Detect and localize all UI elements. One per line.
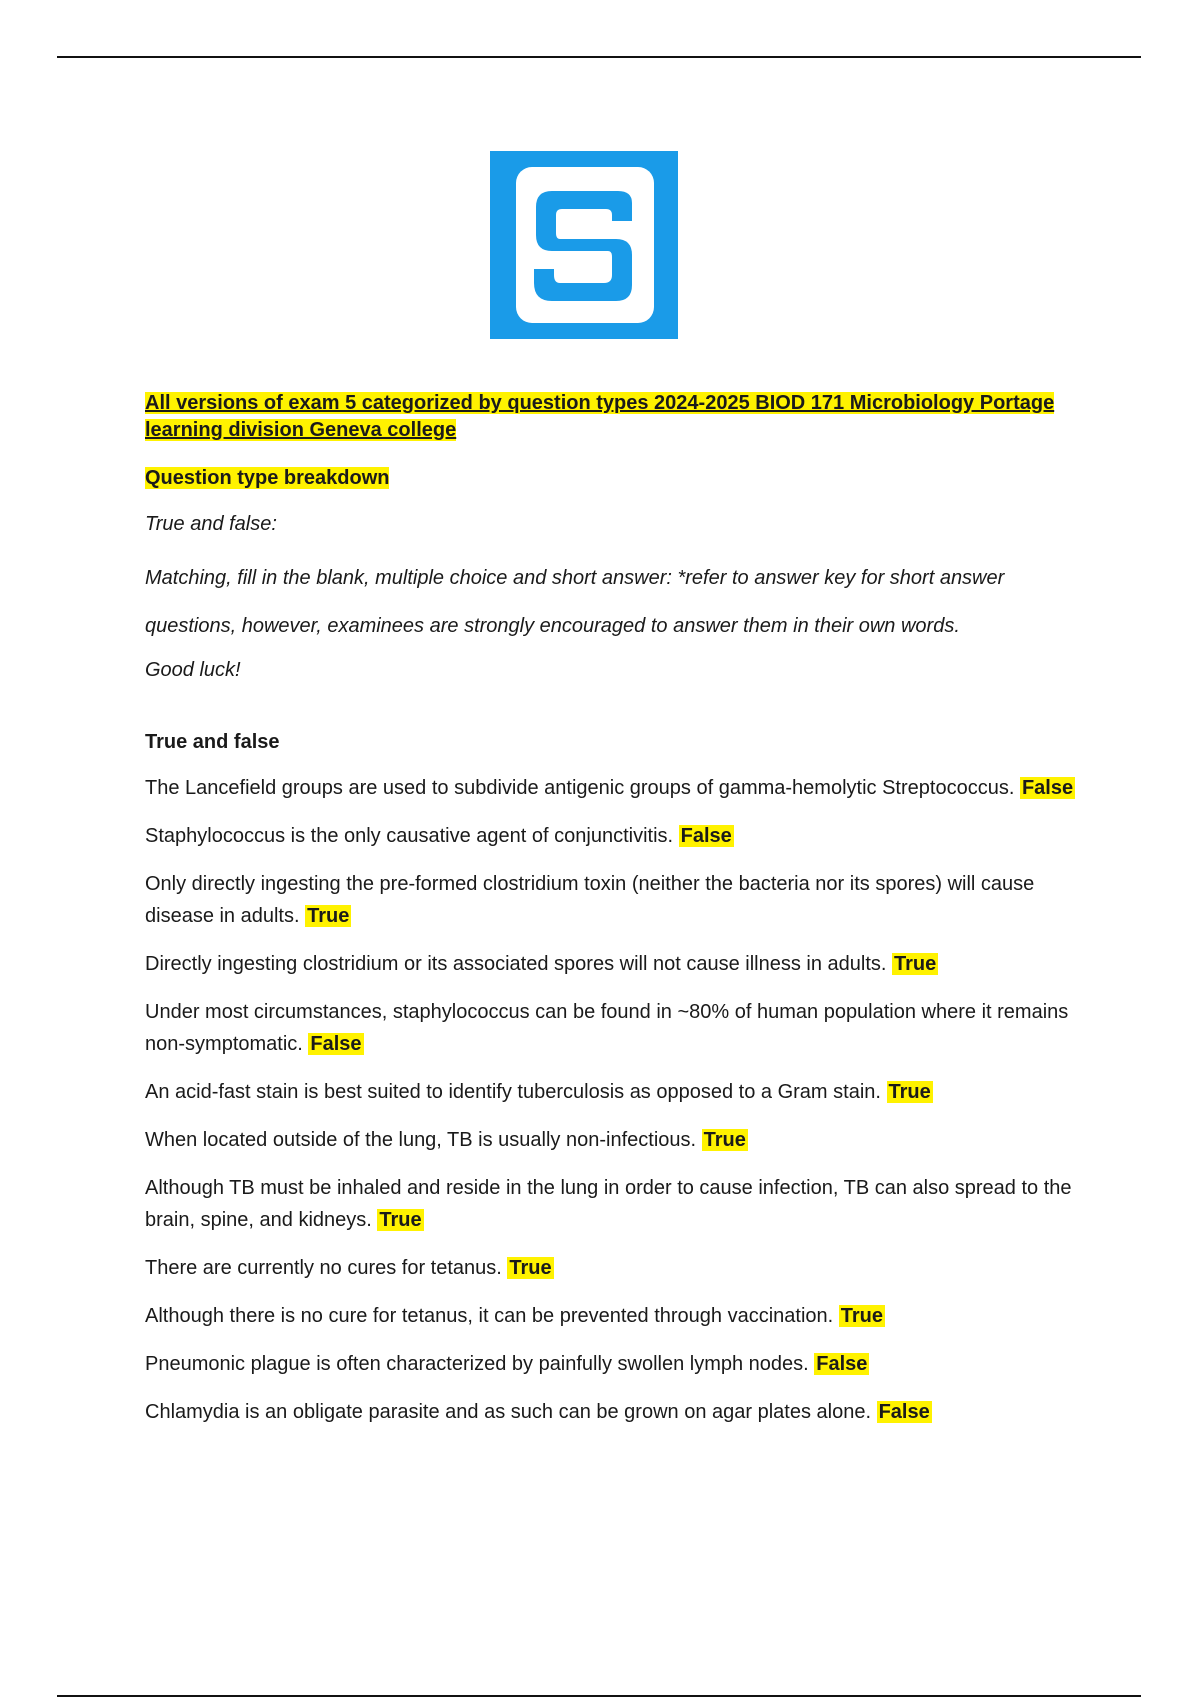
question-item	[145, 1076, 1090, 1108]
question-text: There are currently no cures for tetanus.	[145, 1257, 502, 1279]
document-body	[145, 390, 1090, 1444]
answer-badge: True	[379, 1209, 422, 1231]
answer-badge: False	[878, 1401, 930, 1423]
breakdown-line: Matching, fill in the blank, multiple choice and short answer: *refer to answer key for short answer questions, however, examinees are strongly encouraged to answer them in their own words.	[145, 567, 1005, 637]
question-text: Pneumonic plague is often characterized by painfully swollen lymph nodes.	[145, 1353, 809, 1375]
top-rule	[57, 56, 1141, 58]
question-text: Although there is no cure for tetanus, it can be prevented through vaccination.	[145, 1305, 834, 1327]
question-item	[145, 1124, 1090, 1156]
logo-s-icon	[490, 151, 678, 339]
question-item	[145, 1396, 1090, 1428]
question-item	[145, 1172, 1090, 1236]
question-item	[145, 772, 1090, 804]
question-text: Chlamydia is an obligate parasite and as such can be grown on agar plates alone.	[145, 1401, 872, 1423]
answer-badge: False	[1021, 777, 1074, 799]
answer-badge: False	[310, 1033, 362, 1055]
question-item	[145, 1252, 1090, 1284]
question-item	[145, 948, 1090, 980]
answer-badge: True	[894, 953, 937, 975]
breakdown-line: Good luck!	[145, 659, 241, 681]
question-text: Only directly ingesting the pre-formed clostridium toxin (neither the bacteria nor its spores) will cause disease in adults.	[145, 873, 1035, 927]
answer-badge: True	[888, 1081, 931, 1103]
question-text: Under most circumstances, staphylococcus can be found in ~80% of human population where it remains non-symptomatic.	[145, 1001, 1069, 1055]
answer-badge: True	[307, 905, 350, 927]
answer-badge: True	[840, 1305, 884, 1327]
answer-badge: True	[703, 1129, 746, 1151]
question-item	[145, 868, 1090, 932]
question-text: When located outside of the lung, TB is usually non-infectious.	[145, 1129, 697, 1151]
question-text: The Lancefield groups are used to subdivide antigenic groups of gamma-hemolytic Streptococcus.	[145, 777, 1015, 799]
question-item	[145, 996, 1090, 1060]
section-heading: True and false	[145, 731, 280, 753]
question-text: Although TB must be inhaled and reside in the lung in order to cause infection, TB can also spread to the brain, spine, and kidneys.	[145, 1177, 1072, 1231]
document-title: All versions of exam 5 categorized by question types 2024-2025 BIOD 171 Microbiology Portage learning division Geneva college	[145, 392, 1055, 441]
question-text: Directly ingesting clostridium or its associated spores will not cause illness in adults.	[145, 953, 887, 975]
question-item	[145, 820, 1090, 852]
question-text: Staphylococcus is the only causative agent of conjunctivitis.	[145, 825, 674, 847]
question-item	[145, 1300, 1090, 1332]
answer-badge: True	[509, 1257, 552, 1279]
question-item	[145, 1348, 1090, 1380]
answer-badge: False	[680, 825, 732, 847]
breakdown-line: True and false:	[145, 513, 277, 535]
breakdown-heading: Question type breakdown	[145, 467, 390, 489]
question-list	[145, 772, 1090, 1428]
bottom-rule	[57, 1695, 1141, 1697]
question-text: An acid-fast stain is best suited to identify tuberculosis as opposed to a Gram stain.	[145, 1081, 881, 1103]
logo	[490, 151, 678, 339]
answer-badge: False	[816, 1353, 868, 1375]
